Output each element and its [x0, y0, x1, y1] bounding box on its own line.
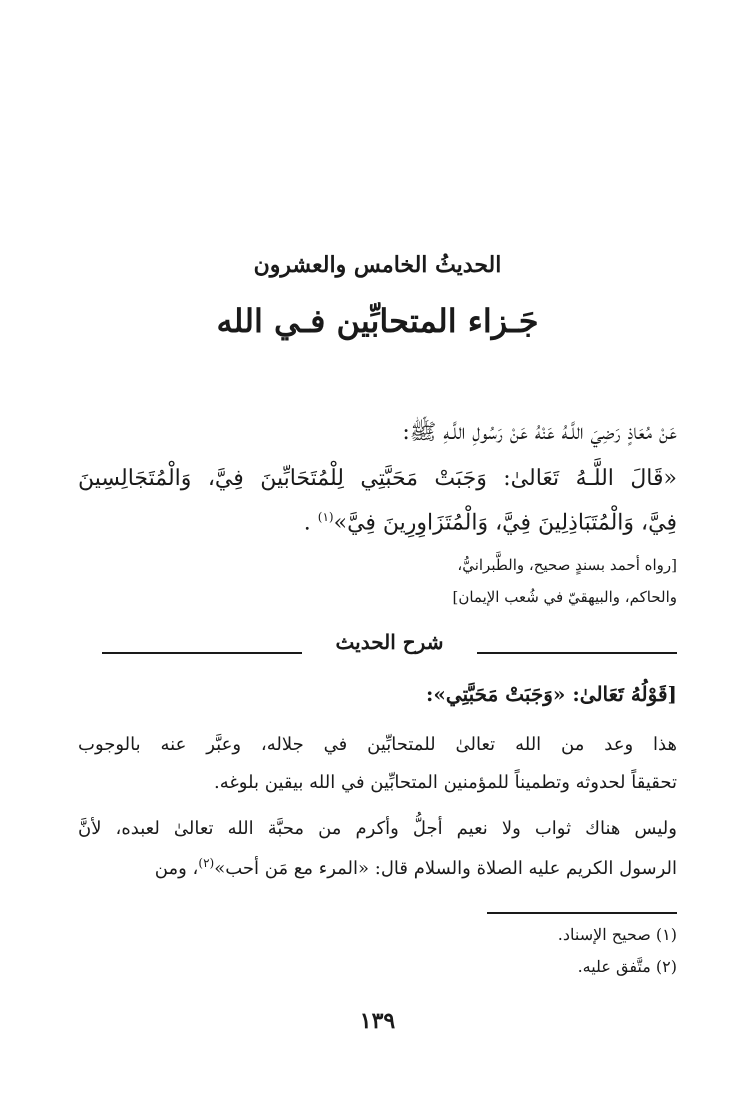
- hadith-text-line-1: «قَالَ اللَّـهُ تَعَالىٰ: وَجَبَتْ مَحَبَّتِي لِلْمُتَحَابِّينَ فِيَّ، وَالْمُتَجَالِسِينَ: [78, 466, 677, 491]
- footnote-marker-1: (١): [317, 510, 334, 524]
- paragraph-1-line-2: تحقيقاً لحدوثه وتطميناً للمؤمنين المتحابِّين في الله بيقين بلوغه.: [213, 772, 677, 793]
- section-heading: [102, 630, 677, 664]
- hadith-title: جَـزاء المتحابِّين فـي الله: [216, 302, 539, 340]
- hadith-text-line-2-end: .: [303, 510, 318, 536]
- hadith-text-line-2-body: فِيَّ، وَالْمُتَبَاذِلِينَ فِيَّ، وَالْمُتَزَاوِرِينَ فِيَّ»: [333, 510, 677, 536]
- footnote-2: (٢) متَّفق عليه.: [577, 957, 677, 976]
- hadith-number-heading: الحديثُ الخامس والعشرون: [253, 252, 502, 278]
- section-title: شرح الحديث: [335, 630, 444, 654]
- paragraph-2-line-2-body: الرسول الكريم عليه الصلاة والسلام قال: «المرء مع مَن أحب»: [214, 858, 677, 879]
- paragraph-2-line-2-end: ، ومن: [154, 858, 199, 879]
- hadith-source-line-2: والحاكم، والبيهقيّ في شُعب الإيمان]: [452, 588, 677, 606]
- paragraph-2-line-1: وليس هناك ثواب ولا نعيم أجلُّ وأكرم من محبَّة الله تعالىٰ لعبده، لأنَّ: [78, 818, 677, 839]
- footnote-separator: [487, 912, 677, 914]
- commentary-subheading: [قَوْلُهُ تَعَالىٰ: «وَجَبَتْ مَحَبَّتِي»:: [426, 682, 677, 706]
- hadith-chain: عَنْ مُعَاذٍ رَضِيَ اللَّـهُ عَنْهُ عَنْ رَسُولِ اللَّـهِ ﷺ:: [402, 420, 677, 445]
- hadith-source-line-1: [رواه أحمد بسندٍ صحيح، والطَّبرانيُّ،: [457, 556, 677, 574]
- hadith-text-line-2: [304, 510, 677, 535]
- footnote-marker-2: (٢): [198, 856, 215, 870]
- footnote-1: (١) صحيح الإسناد.: [557, 925, 677, 944]
- page-number: ١٣٩: [359, 1008, 396, 1034]
- paragraph-1-line-1: هذا وعد من الله تعالىٰ للمتحابِّين في جلاله، وعبَّر عنه بالوجوب: [78, 734, 677, 755]
- section-rule-left: [102, 652, 302, 654]
- paragraph-2-line-2: [155, 856, 677, 879]
